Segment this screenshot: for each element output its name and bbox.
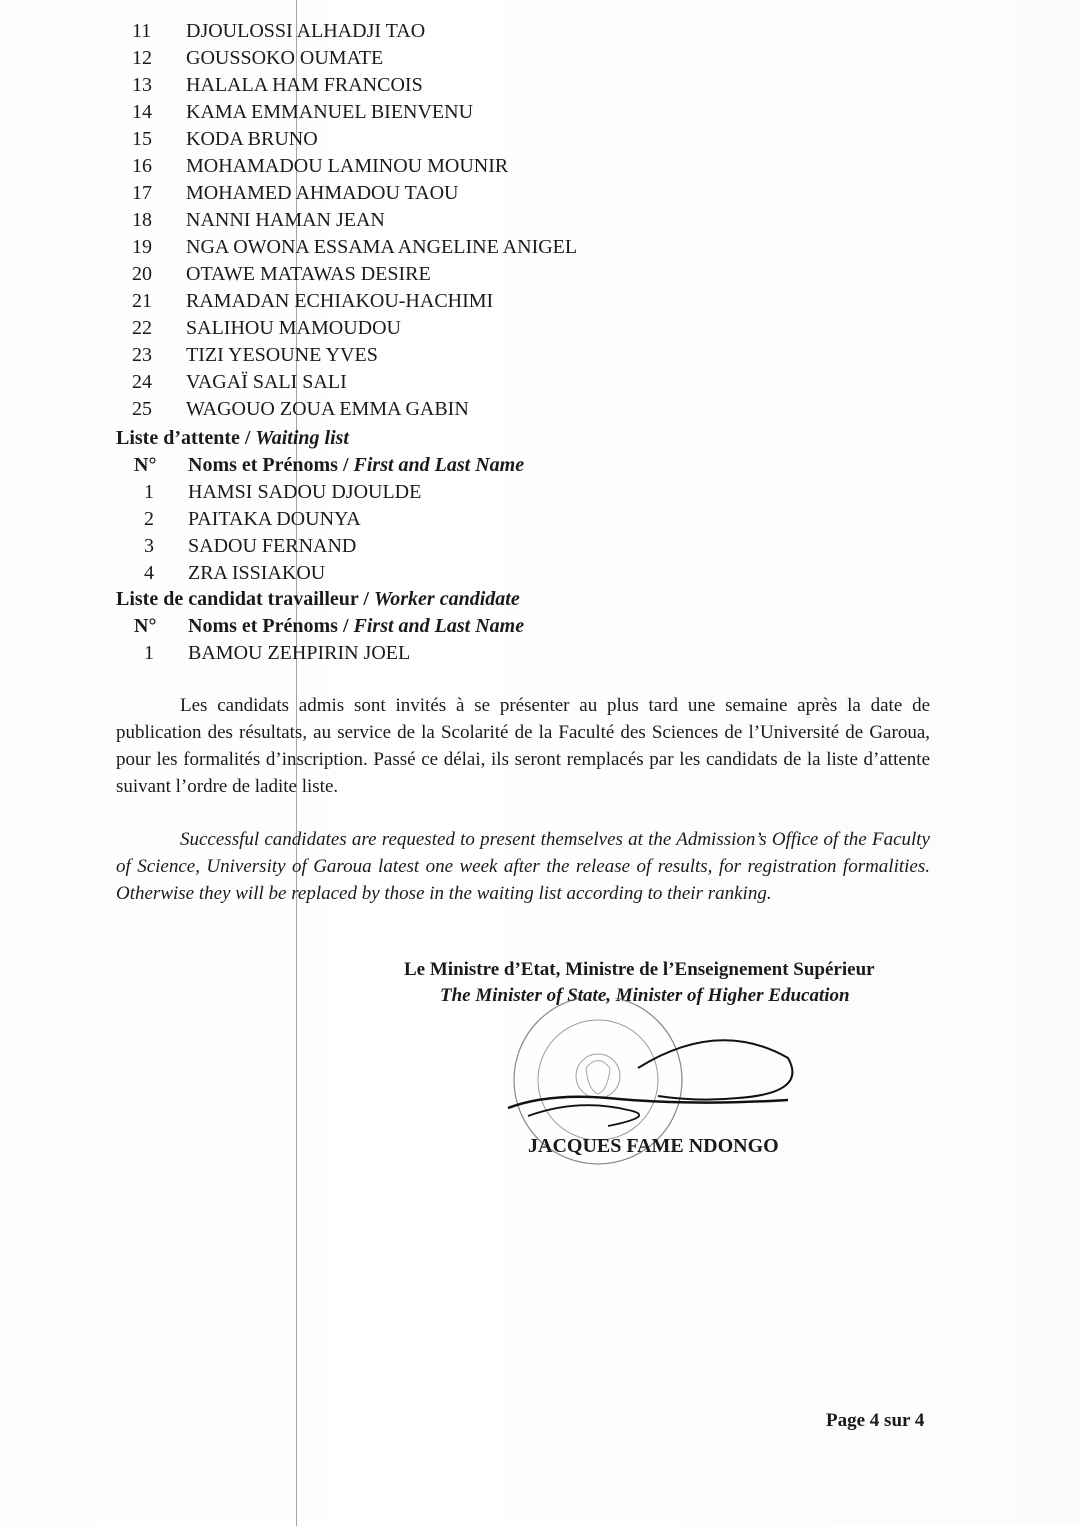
list-item-name: MOHAMADOU LAMINOU MOUNIR (186, 155, 509, 177)
list-item-name: TIZI YESOUNE YVES (186, 344, 378, 366)
list-item-number: 17 (132, 182, 152, 204)
list-item-name: HALALA HAM FRANCOIS (186, 74, 423, 96)
list-item-number: 19 (132, 236, 152, 258)
waiting-col-name: Noms et Prénoms / First and Last Name (188, 454, 525, 476)
list-item-name: HAMSI SADOU DJOULDE (188, 481, 422, 503)
list-item-name: KAMA EMMANUEL BIENVENU (186, 101, 474, 123)
waiting-col-no: N° (134, 454, 157, 476)
list-item (0, 99, 1080, 126)
list-item-number: 16 (132, 155, 152, 177)
signatory-title-en: The Minister of State, Minister of Higher Education (440, 985, 850, 1006)
list-item-number: 3 (144, 535, 154, 557)
list-item-name: MOHAMED AHMADOU TAOU (186, 182, 459, 204)
list-item (0, 288, 1080, 315)
list-item-number: 15 (132, 128, 152, 150)
list-item (0, 18, 1080, 45)
list-item (0, 234, 1080, 261)
page-number: Page 4 sur 4 (826, 1410, 925, 1431)
worker-col-name: Noms et Prénoms / First and Last Name (188, 615, 525, 637)
list-item-number: 4 (144, 562, 154, 584)
list-item-name: OTAWE MATAWAS DESIRE (186, 263, 431, 285)
list-item (0, 72, 1080, 99)
list-item (0, 45, 1080, 72)
list-item-name: RAMADAN ECHIAKOU-HACHIMI (186, 290, 494, 312)
list-item-number: 12 (132, 47, 152, 69)
list-item-name: NANNI HAMAN JEAN (186, 209, 385, 231)
list-item-number: 21 (132, 290, 152, 312)
list-item-number: 18 (132, 209, 152, 231)
list-item (0, 315, 1080, 342)
list-item-number: 23 (132, 344, 152, 366)
list-item (0, 261, 1080, 288)
list-item-number: 13 (132, 74, 152, 96)
signatory-title-fr: Le Ministre d’Etat, Ministre de l’Enseignement Supérieur (404, 959, 875, 980)
list-item-name: ZRA ISSIAKOU (188, 562, 326, 584)
list-item-number: 25 (132, 398, 152, 420)
admitted-list (0, 18, 1080, 423)
list-item (0, 342, 1080, 369)
list-item-name: SALIHOU MAMOUDOU (186, 317, 401, 339)
list-item-number: 1 (144, 642, 154, 664)
list-item (0, 396, 1080, 423)
list-item-number: 1 (144, 481, 154, 503)
list-item-name: DJOULOSSI ALHADJI TAO (186, 20, 426, 42)
list-item-name: SADOU FERNAND (188, 535, 357, 557)
list-item-number: 14 (132, 101, 152, 123)
list-item-number: 24 (132, 371, 152, 393)
list-item-number: 2 (144, 508, 154, 530)
list-item-name: BAMOU ZEHPIRIN JOEL (188, 642, 411, 664)
list-item-name: NGA OWONA ESSAMA ANGELINE ANIGEL (186, 236, 578, 258)
official-seal-signature-icon (488, 998, 808, 1188)
list-item-name: VAGAÏ SALI SALI (186, 371, 347, 393)
list-item (0, 126, 1080, 153)
list-item-name: PAITAKA DOUNYA (188, 508, 361, 530)
list-item (0, 180, 1080, 207)
worker-list-title: Liste de candidat travailleur / Worker candidate (116, 588, 520, 610)
list-item-number: 20 (132, 263, 152, 285)
waiting-list-title: Liste d’attente / Waiting list (116, 427, 349, 449)
list-item (0, 207, 1080, 234)
list-item-name: KODA BRUNO (186, 128, 318, 150)
notice-french: Les candidats admis sont invités à se présenter au plus tard une semaine après la date de publication des résultats, au service de la Scolarité de la Faculté des Sciences de l’Université de Garoua, pour les formalités d’inscription. Passé ce délai, ils seront remplacés par les candidats de la liste d’attente suivant l’ordre de ladite liste. (116, 695, 930, 797)
worker-col-no: N° (134, 615, 157, 637)
list-item-number: 22 (132, 317, 152, 339)
list-item-name: GOUSSOKO OUMATE (186, 47, 384, 69)
notice-english: Successful candidates are requested to present themselves at the Admission’s Office of the Faculty of Science, University of Garoua latest one week after the release of results, for registration formalities. Otherwise they will be replaced by those in the waiting list according to their ranking. (116, 829, 930, 904)
list-item (0, 369, 1080, 396)
list-item (0, 153, 1080, 180)
signatory-name: JACQUES FAME NDONGO (528, 1135, 779, 1157)
list-item-name: WAGOUO ZOUA EMMA GABIN (186, 398, 469, 420)
list-item-number: 11 (132, 20, 152, 42)
